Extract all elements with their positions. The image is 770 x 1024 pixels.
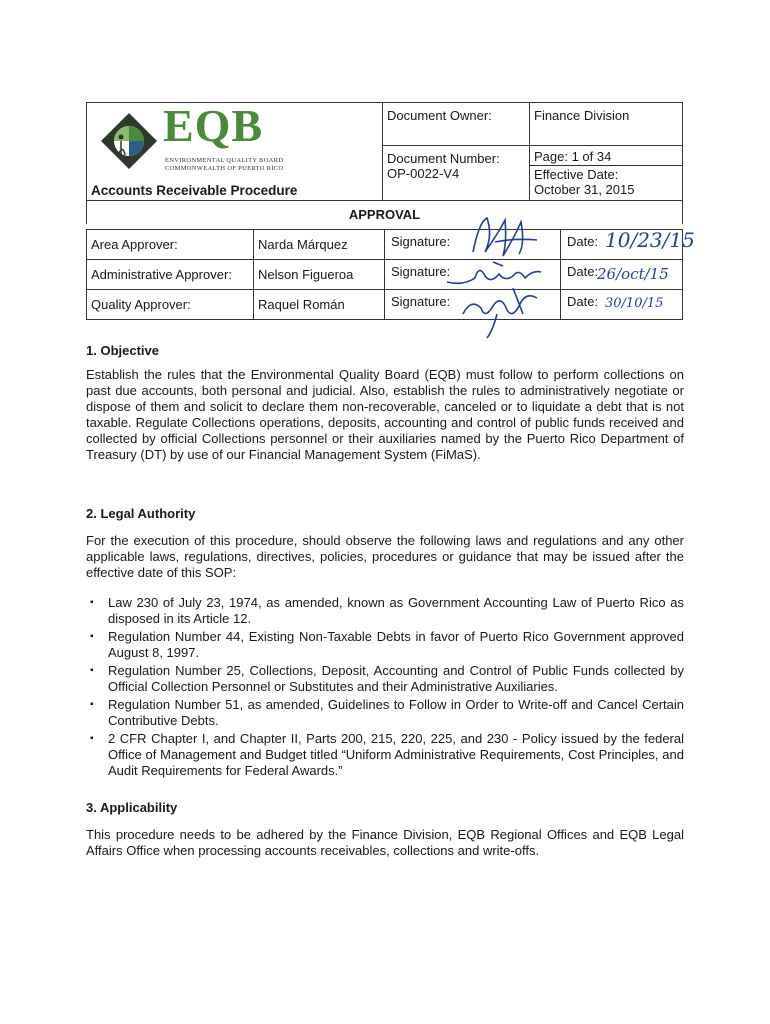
date-cell (561, 228, 695, 260)
procedure-title: Accounts Receivable Procedure (91, 183, 298, 198)
applicability-heading: 3. Applicability (86, 800, 178, 815)
objective-section (86, 343, 684, 463)
approver-name: Narda Márquez (254, 230, 385, 260)
approver-name: Raquel Román (254, 290, 385, 320)
handwritten-signature-figueroa (443, 256, 553, 290)
number-value: OP-0022-V4 (387, 166, 460, 181)
approver-name: Nelson Figueroa (254, 260, 385, 290)
signature-cell (385, 230, 561, 260)
owner-label-cell (383, 103, 530, 146)
legal-list (86, 595, 684, 779)
date-label: Date: (567, 234, 599, 249)
legal-intro: For the execution of this procedure, should observe the following laws and regulations and any other applicable laws, regulations, directives, policies, procedures or guidance that may be issued after the effective date of this SOP: (86, 533, 684, 580)
signature-label: Signature: (391, 264, 451, 279)
signature-cell (385, 260, 561, 290)
effective-label: Effective Date: (534, 167, 619, 182)
board-name-line: ENVIRONMENTAL QUALITY BOARD (165, 157, 284, 164)
applicability-section (86, 800, 684, 859)
page-effective-cell (530, 146, 683, 201)
applicability-text: This procedure needs to be adhered by the Finance Division, EQB Regional Offices and EQB Legal Affairs Office when processing accounts receivables, collections and write-offs. (86, 827, 684, 858)
list-item: ▪ Law 230 of July 23, 1974, as amended, known as Government Accounting Law of Puerto Rico as disposed in its Article 12. (86, 595, 684, 627)
number-cell (383, 146, 530, 201)
approver-role: Quality Approver: (87, 290, 254, 320)
signature-label: Signature: (391, 294, 451, 309)
date-label: Date: (567, 264, 599, 279)
document-header-table (86, 102, 683, 224)
handwritten-date: 10/23/15 (605, 228, 695, 252)
approver-row (87, 290, 683, 320)
logo-cell (87, 100, 383, 201)
handwritten-signature-roman (457, 284, 547, 340)
list-item: ▪ Regulation Number 51, as amended, Guidelines to Follow in Order to Write-off and Cancel Certain Contributive Debts. (86, 697, 684, 729)
signature-cell (385, 290, 561, 320)
date-label: Date: (567, 294, 599, 309)
commonwealth-line: COMMONWEALTH OF PUERTO RICO (165, 165, 284, 172)
legal-authority-section (86, 506, 684, 781)
objective-text: Establish the rules that the Environmental Quality Board (EQB) must follow to perform collections on past due accounts, both personal and judicial. Also, establish the rules to administratively negotiate or dispose of them and solicit to declare them non-recoverable, canceled or to liquidate a debt that is not taxable. Regulate Collections operations, deposits, accounting and control of public funds received and collected by official Collections personnel or their auxiliaries named by the Puerto Rico Department of Treasury (DT) by use of our Financial Management System (FiMaS). (86, 367, 684, 462)
eqb-emblem-icon (99, 111, 159, 171)
date-cell (561, 260, 683, 290)
effective-value: October 31, 2015 (534, 182, 635, 197)
list-item: ▪ 2 CFR Chapter I, and Chapter II, Parts 200, 215, 220, 225, and 230 - Policy issued by the federal Office of Management and Budget titled “Uniform Administrative Requirements, Cost Principles, and Audit Requirements for Federal Awards.” (86, 731, 684, 779)
approver-row (87, 230, 683, 260)
approver-row (87, 260, 683, 290)
handwritten-date: 26/oct/15 (597, 265, 669, 283)
owner-value-cell (530, 103, 683, 146)
legal-heading: 2. Legal Authority (86, 506, 196, 521)
page-number: Page: 1 of 34 (530, 146, 682, 166)
number-label: Document Number: (387, 151, 500, 166)
approver-role: Area Approver: (87, 230, 254, 260)
approvers-table (86, 228, 695, 320)
org-name: EQB (163, 100, 264, 151)
approval-heading-cell (87, 201, 683, 225)
signature-label: Signature: (391, 234, 451, 249)
handwritten-date: 30/10/15 (605, 296, 664, 311)
eqb-logo (99, 100, 369, 177)
objective-heading: 1. Objective (86, 343, 159, 358)
list-item: ▪ Regulation Number 25, Collections, Deposit, Accounting and Control of Public Funds collected by Official Collection Personnel or Substitutes and their Administrative Auxiliaries. (86, 663, 684, 695)
approval-heading: APPROVAL (348, 207, 421, 222)
owner-label: Document Owner: (387, 108, 492, 123)
approver-role: Administrative Approver: (87, 260, 254, 290)
list-item: ▪ Regulation Number 44, Existing Non-Taxable Debts in favor of Puerto Rico Government approved August 8, 1997. (86, 629, 684, 661)
date-cell (561, 290, 683, 320)
owner-value: Finance Division (534, 108, 630, 123)
